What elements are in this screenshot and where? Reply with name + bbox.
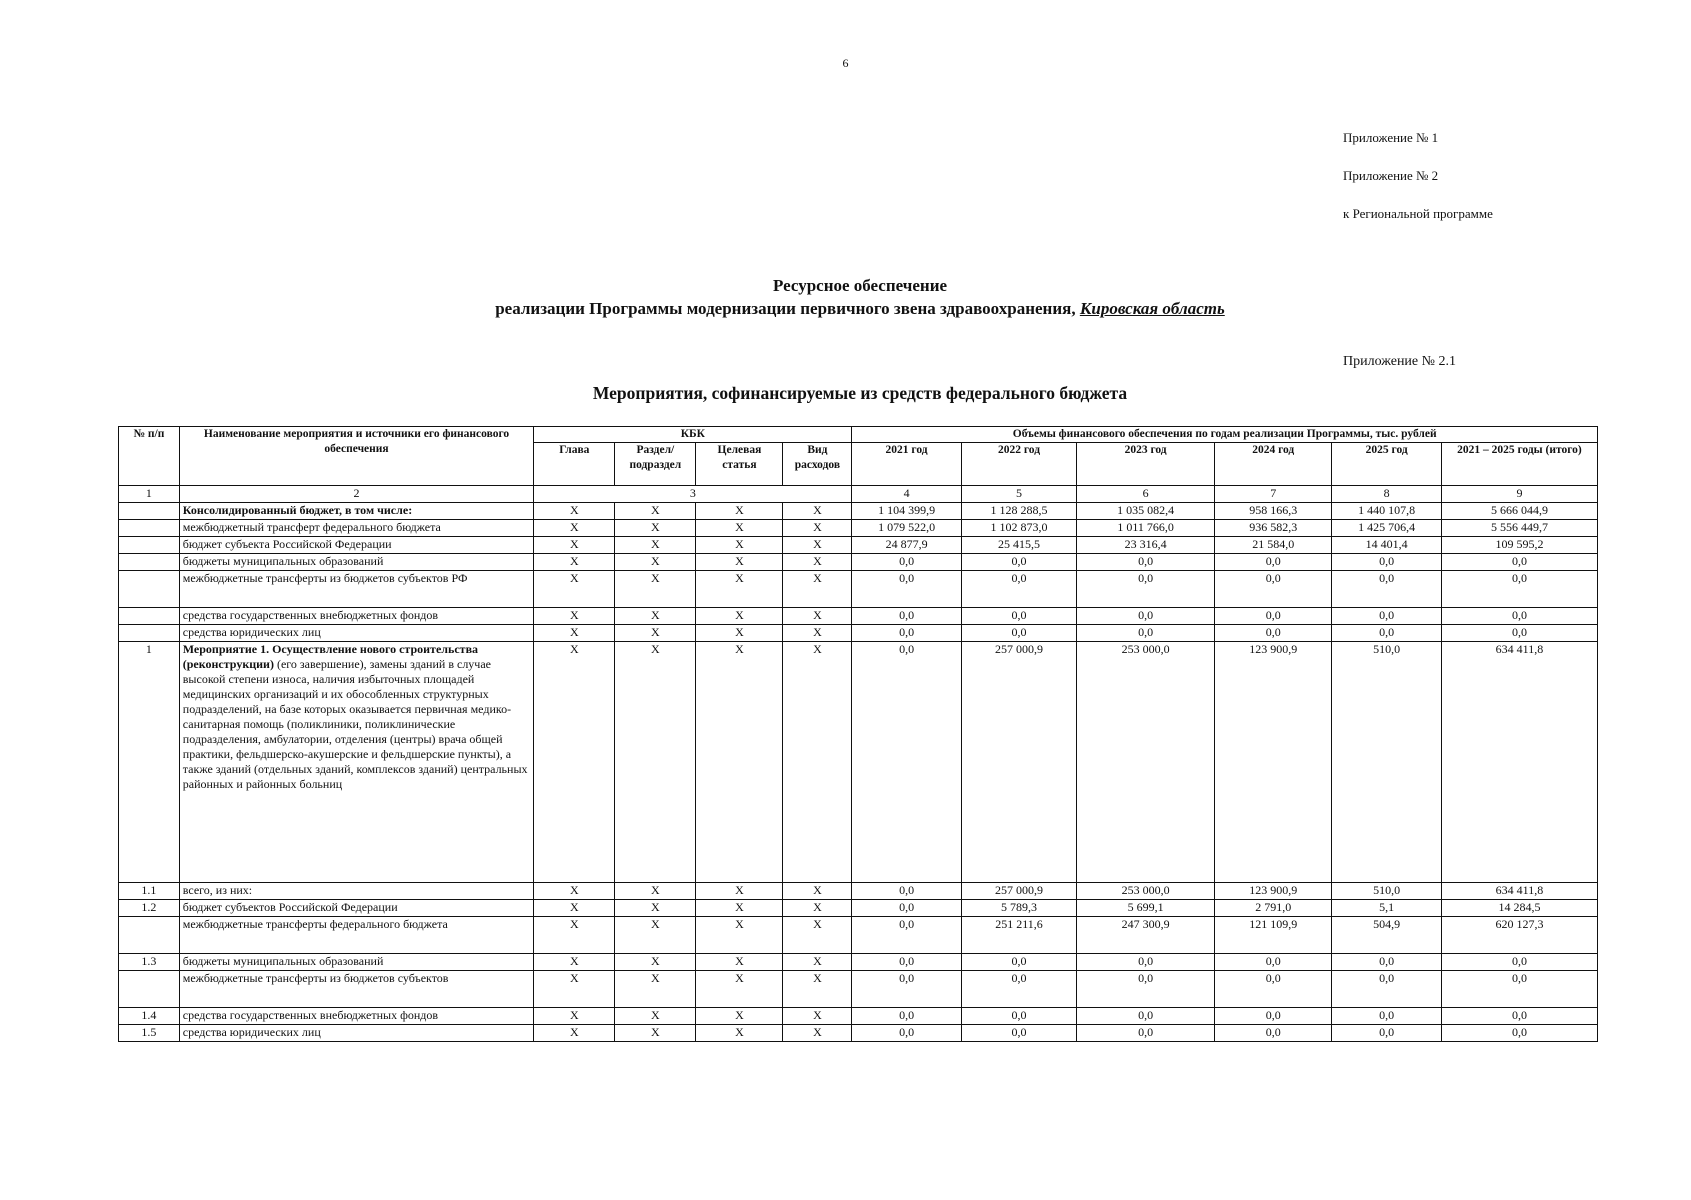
kbk-cell: X <box>615 625 696 642</box>
value-cell: 0,0 <box>1077 1008 1215 1025</box>
header-year-2022: 2022 год <box>961 443 1076 486</box>
value-cell: 510,0 <box>1332 883 1441 900</box>
value-cell: 0,0 <box>961 954 1076 971</box>
kbk-cell: X <box>696 571 783 608</box>
kbk-cell: X <box>696 520 783 537</box>
value-cell: 14 284,5 <box>1441 900 1597 917</box>
header-row-1 <box>119 427 1598 443</box>
header-kbk-statya: Целевая статья <box>696 443 783 486</box>
kbk-cell: X <box>615 1025 696 1042</box>
table-row <box>119 900 1598 917</box>
kbk-cell: X <box>783 642 852 883</box>
value-cell: 634 411,8 <box>1441 642 1597 883</box>
header-year-2021: 2021 год <box>852 443 961 486</box>
row-name: бюджеты муниципальных образований <box>179 954 534 971</box>
value-cell: 0,0 <box>1077 625 1215 642</box>
kbk-cell: X <box>696 1025 783 1042</box>
kbk-cell: X <box>615 520 696 537</box>
value-cell: 2 791,0 <box>1214 900 1332 917</box>
header-volumes: Объемы финансового обеспечения по годам реализации Программы, тыс. рублей <box>852 427 1598 443</box>
value-cell: 0,0 <box>1214 608 1332 625</box>
kbk-cell: X <box>696 554 783 571</box>
kbk-cell: X <box>615 571 696 608</box>
value-cell: 620 127,3 <box>1441 917 1597 954</box>
document-title: Ресурсное обеспечение <box>772 276 948 295</box>
value-cell: 247 300,9 <box>1077 917 1215 954</box>
value-cell: 0,0 <box>1332 608 1441 625</box>
value-cell: 21 584,0 <box>1214 537 1332 554</box>
value-cell: 510,0 <box>1332 642 1441 883</box>
value-cell: 0,0 <box>852 642 961 883</box>
value-cell: 14 401,4 <box>1332 537 1441 554</box>
value-cell: 0,0 <box>961 608 1076 625</box>
row-number <box>119 503 180 520</box>
kbk-cell: X <box>783 954 852 971</box>
table-row <box>119 503 1598 520</box>
kbk-cell: X <box>615 554 696 571</box>
value-cell: 0,0 <box>852 900 961 917</box>
value-cell: 257 000,9 <box>961 883 1076 900</box>
kbk-cell: X <box>783 503 852 520</box>
table-subtitle: Мероприятия, софинансируемые из средств федерального бюджета <box>592 383 1128 403</box>
value-cell: 0,0 <box>852 883 961 900</box>
measure-name <box>179 642 534 883</box>
kbk-cell: X <box>615 642 696 883</box>
table-row <box>119 1008 1598 1025</box>
header-name: Наименование мероприятия и источники его финансового обеспечения <box>179 427 534 486</box>
kbk-cell: X <box>696 883 783 900</box>
measure-name-bold: Мероприятие 1. Осуществление нового строительства (реконструкции) <box>182 642 479 671</box>
value-cell: 1 104 399,9 <box>852 503 961 520</box>
row-number: 1.3 <box>119 954 180 971</box>
header-year-2023: 2023 год <box>1077 443 1215 486</box>
row-name: межбюджетные трансферты федерального бюджета <box>179 917 534 954</box>
header-year-2024: 2024 год <box>1214 443 1332 486</box>
value-cell: 109 595,2 <box>1441 537 1597 554</box>
value-cell: 0,0 <box>1332 554 1441 571</box>
value-cell: 5 699,1 <box>1077 900 1215 917</box>
kbk-cell: X <box>534 503 615 520</box>
value-cell: 0,0 <box>961 625 1076 642</box>
kbk-cell: X <box>534 954 615 971</box>
value-cell: 23 316,4 <box>1077 537 1215 554</box>
value-cell: 24 877,9 <box>852 537 961 554</box>
index-cell: 9 <box>1441 486 1597 503</box>
header-year-total: 2021 – 2025 годы (итого) <box>1441 443 1597 486</box>
value-cell: 0,0 <box>1214 1025 1332 1042</box>
value-cell: 1 035 082,4 <box>1077 503 1215 520</box>
value-cell: 0,0 <box>961 554 1076 571</box>
value-cell: 0,0 <box>1441 971 1597 1008</box>
value-cell: 1 425 706,4 <box>1332 520 1441 537</box>
index-cell: 4 <box>852 486 961 503</box>
value-cell: 257 000,9 <box>961 642 1076 883</box>
kbk-cell: X <box>783 883 852 900</box>
row-name: бюджет субъекта Российской Федерации <box>179 537 534 554</box>
value-cell: 0,0 <box>1441 1008 1597 1025</box>
kbk-cell: X <box>783 537 852 554</box>
row-name: средства государственных внебюджетных фондов <box>179 608 534 625</box>
value-cell: 5 556 449,7 <box>1441 520 1597 537</box>
row-name: всего, из них: <box>179 883 534 900</box>
kbk-cell: X <box>615 537 696 554</box>
value-cell: 0,0 <box>1077 971 1215 1008</box>
value-cell: 1 102 873,0 <box>961 520 1076 537</box>
value-cell: 253 000,0 <box>1077 883 1215 900</box>
value-cell: 5 666 044,9 <box>1441 503 1597 520</box>
value-cell: 0,0 <box>1332 1025 1441 1042</box>
value-cell: 958 166,3 <box>1214 503 1332 520</box>
kbk-cell: X <box>534 971 615 1008</box>
value-cell: 0,0 <box>961 1025 1076 1042</box>
value-cell: 0,0 <box>1214 954 1332 971</box>
kbk-cell: X <box>696 971 783 1008</box>
kbk-cell: X <box>783 554 852 571</box>
value-cell: 0,0 <box>1077 1025 1215 1042</box>
value-cell: 0,0 <box>961 1008 1076 1025</box>
appendix-line-1: Приложение № 1 <box>1343 130 1439 145</box>
kbk-cell: X <box>534 1025 615 1042</box>
kbk-cell: X <box>783 1008 852 1025</box>
kbk-cell: X <box>615 954 696 971</box>
kbk-cell: X <box>534 520 615 537</box>
value-cell: 1 079 522,0 <box>852 520 961 537</box>
row-name: средства юридических лиц <box>179 625 534 642</box>
index-cell: 1 <box>119 486 180 503</box>
value-cell: 251 211,6 <box>961 917 1076 954</box>
row-name: межбюджетный трансферт федерального бюджета <box>179 520 534 537</box>
row-name: бюджеты муниципальных образований <box>179 554 534 571</box>
value-cell: 0,0 <box>1214 971 1332 1008</box>
kbk-cell: X <box>783 571 852 608</box>
value-cell: 0,0 <box>1214 571 1332 608</box>
value-cell: 0,0 <box>961 971 1076 1008</box>
value-cell: 504,9 <box>1332 917 1441 954</box>
row-number <box>119 971 180 1008</box>
kbk-cell: X <box>615 917 696 954</box>
kbk-cell: X <box>783 625 852 642</box>
kbk-cell: X <box>696 642 783 883</box>
document-title-line-2 <box>0 299 1691 319</box>
value-cell: 936 582,3 <box>1214 520 1332 537</box>
kbk-cell: X <box>534 554 615 571</box>
kbk-cell: X <box>615 1008 696 1025</box>
title-prefix: реализации Программы модернизации первичного звена здравоохранения, <box>495 299 1080 318</box>
value-cell: 0,0 <box>852 917 961 954</box>
row-number: 1.2 <box>119 900 180 917</box>
row-number <box>119 537 180 554</box>
value-cell: 25 415,5 <box>961 537 1076 554</box>
table-row <box>119 608 1598 625</box>
kbk-cell: X <box>783 608 852 625</box>
title-region: Кировская область <box>1079 299 1225 318</box>
header-kbk-vid: Вид расходов <box>783 443 852 486</box>
value-cell: 0,0 <box>1441 954 1597 971</box>
value-cell: 0,0 <box>852 554 961 571</box>
value-cell: 253 000,0 <box>1077 642 1215 883</box>
kbk-cell: X <box>783 520 852 537</box>
row-name: межбюджетные трансферты из бюджетов субъектов РФ <box>179 571 534 608</box>
row-name: бюджет субъектов Российской Федерации <box>179 900 534 917</box>
kbk-cell: X <box>783 900 852 917</box>
kbk-cell: X <box>534 883 615 900</box>
index-cell: 2 <box>179 486 534 503</box>
kbk-cell: X <box>783 971 852 1008</box>
value-cell: 0,0 <box>961 571 1076 608</box>
appendix-line-4: Приложение № 2.1 <box>1343 354 1456 369</box>
row-number <box>119 608 180 625</box>
header-year-2025: 2025 год <box>1332 443 1441 486</box>
value-cell: 0,0 <box>1441 554 1597 571</box>
row-number: 1.4 <box>119 1008 180 1025</box>
kbk-cell: X <box>534 900 615 917</box>
value-cell: 0,0 <box>1077 554 1215 571</box>
value-cell: 5,1 <box>1332 900 1441 917</box>
table-row <box>119 571 1598 608</box>
value-cell: 634 411,8 <box>1441 883 1597 900</box>
table-row <box>119 625 1598 642</box>
row-number <box>119 554 180 571</box>
index-cell: 5 <box>961 486 1076 503</box>
value-cell: 0,0 <box>1332 625 1441 642</box>
kbk-cell: X <box>615 971 696 1008</box>
kbk-cell: X <box>534 571 615 608</box>
table-row <box>119 883 1598 900</box>
value-cell: 1 440 107,8 <box>1332 503 1441 520</box>
row-number <box>119 917 180 954</box>
row-number <box>119 520 180 537</box>
row-name: средства государственных внебюджетных фондов <box>179 1008 534 1025</box>
table-row <box>119 520 1598 537</box>
header-num: № п/п <box>119 427 180 486</box>
index-row <box>119 486 1598 503</box>
kbk-cell: X <box>615 608 696 625</box>
kbk-cell: X <box>534 625 615 642</box>
value-cell: 0,0 <box>852 971 961 1008</box>
kbk-cell: X <box>783 1025 852 1042</box>
measure-name-rest: (его завершение), замены зданий в случае высокой степени износа, наличия избыточных площадей медицинских организаций и их обособленных структурных подразделений, на базе которых оказывается первичная медико-санитарная помощь (поликлиники, поликлинические подразделения, амбулатории, отделения (центры) врача общей практики, фельдшерско-акушерские и фельдшерские пункты), а также зданий (отдельных зданий, комплексов зданий) центральных районных и районных больниц <box>182 657 528 791</box>
table-row <box>119 954 1598 971</box>
kbk-cell: X <box>783 917 852 954</box>
index-cell: 8 <box>1332 486 1441 503</box>
kbk-cell: X <box>696 625 783 642</box>
kbk-cell: X <box>696 917 783 954</box>
value-cell: 1 128 288,5 <box>961 503 1076 520</box>
row-name: межбюджетные трансферты из бюджетов субъектов <box>179 971 534 1008</box>
row-number: 1 <box>119 642 180 883</box>
value-cell: 0,0 <box>1077 571 1215 608</box>
value-cell: 0,0 <box>1441 1025 1597 1042</box>
header-kbk-glava: Глава <box>534 443 615 486</box>
row-number: 1.1 <box>119 883 180 900</box>
kbk-cell: X <box>615 883 696 900</box>
kbk-cell: X <box>534 1008 615 1025</box>
page-number: 6 <box>842 56 849 70</box>
value-cell: 0,0 <box>1332 571 1441 608</box>
value-cell: 5 789,3 <box>961 900 1076 917</box>
value-cell: 0,0 <box>1332 1008 1441 1025</box>
value-cell: 0,0 <box>1332 971 1441 1008</box>
value-cell: 0,0 <box>1441 571 1597 608</box>
kbk-cell: X <box>696 608 783 625</box>
header-kbk: КБК <box>534 427 852 443</box>
kbk-cell: X <box>696 900 783 917</box>
value-cell: 0,0 <box>1441 608 1597 625</box>
value-cell: 0,0 <box>1441 625 1597 642</box>
value-cell: 0,0 <box>1077 954 1215 971</box>
value-cell: 0,0 <box>852 1025 961 1042</box>
value-cell: 121 109,9 <box>1214 917 1332 954</box>
header-kbk-razdel: Раздел/ подраздел <box>615 443 696 486</box>
row-number <box>119 625 180 642</box>
value-cell: 0,0 <box>852 954 961 971</box>
appendix-line-3: к Региональной программе <box>1343 206 1493 221</box>
value-cell: 1 011 766,0 <box>1077 520 1215 537</box>
row-number <box>119 571 180 608</box>
index-cell: 6 <box>1077 486 1215 503</box>
index-cell: 3 <box>534 486 852 503</box>
kbk-cell: X <box>615 900 696 917</box>
value-cell: 0,0 <box>1214 554 1332 571</box>
financing-table <box>118 426 1598 1042</box>
value-cell: 0,0 <box>852 608 961 625</box>
kbk-cell: X <box>696 537 783 554</box>
table-row <box>119 1025 1598 1042</box>
kbk-cell: X <box>534 537 615 554</box>
row-name: средства юридических лиц <box>179 1025 534 1042</box>
kbk-cell: X <box>534 642 615 883</box>
table-row <box>119 554 1598 571</box>
appendix-line-2: Приложение № 2 <box>1343 168 1439 183</box>
kbk-cell: X <box>615 503 696 520</box>
table-row <box>119 971 1598 1008</box>
value-cell: 0,0 <box>1214 1008 1332 1025</box>
value-cell: 0,0 <box>852 625 961 642</box>
value-cell: 0,0 <box>1332 954 1441 971</box>
value-cell: 0,0 <box>852 1008 961 1025</box>
kbk-cell: X <box>534 608 615 625</box>
table-row <box>119 537 1598 554</box>
value-cell: 0,0 <box>1077 608 1215 625</box>
table-row <box>119 917 1598 954</box>
measure-row <box>119 642 1598 883</box>
value-cell: 123 900,9 <box>1214 883 1332 900</box>
kbk-cell: X <box>534 917 615 954</box>
kbk-cell: X <box>696 954 783 971</box>
kbk-cell: X <box>696 503 783 520</box>
index-cell: 7 <box>1214 486 1332 503</box>
value-cell: 0,0 <box>1214 625 1332 642</box>
row-number: 1.5 <box>119 1025 180 1042</box>
value-cell: 0,0 <box>852 571 961 608</box>
value-cell: 123 900,9 <box>1214 642 1332 883</box>
row-name: Консолидированный бюджет, в том числе: <box>179 503 534 520</box>
kbk-cell: X <box>696 1008 783 1025</box>
